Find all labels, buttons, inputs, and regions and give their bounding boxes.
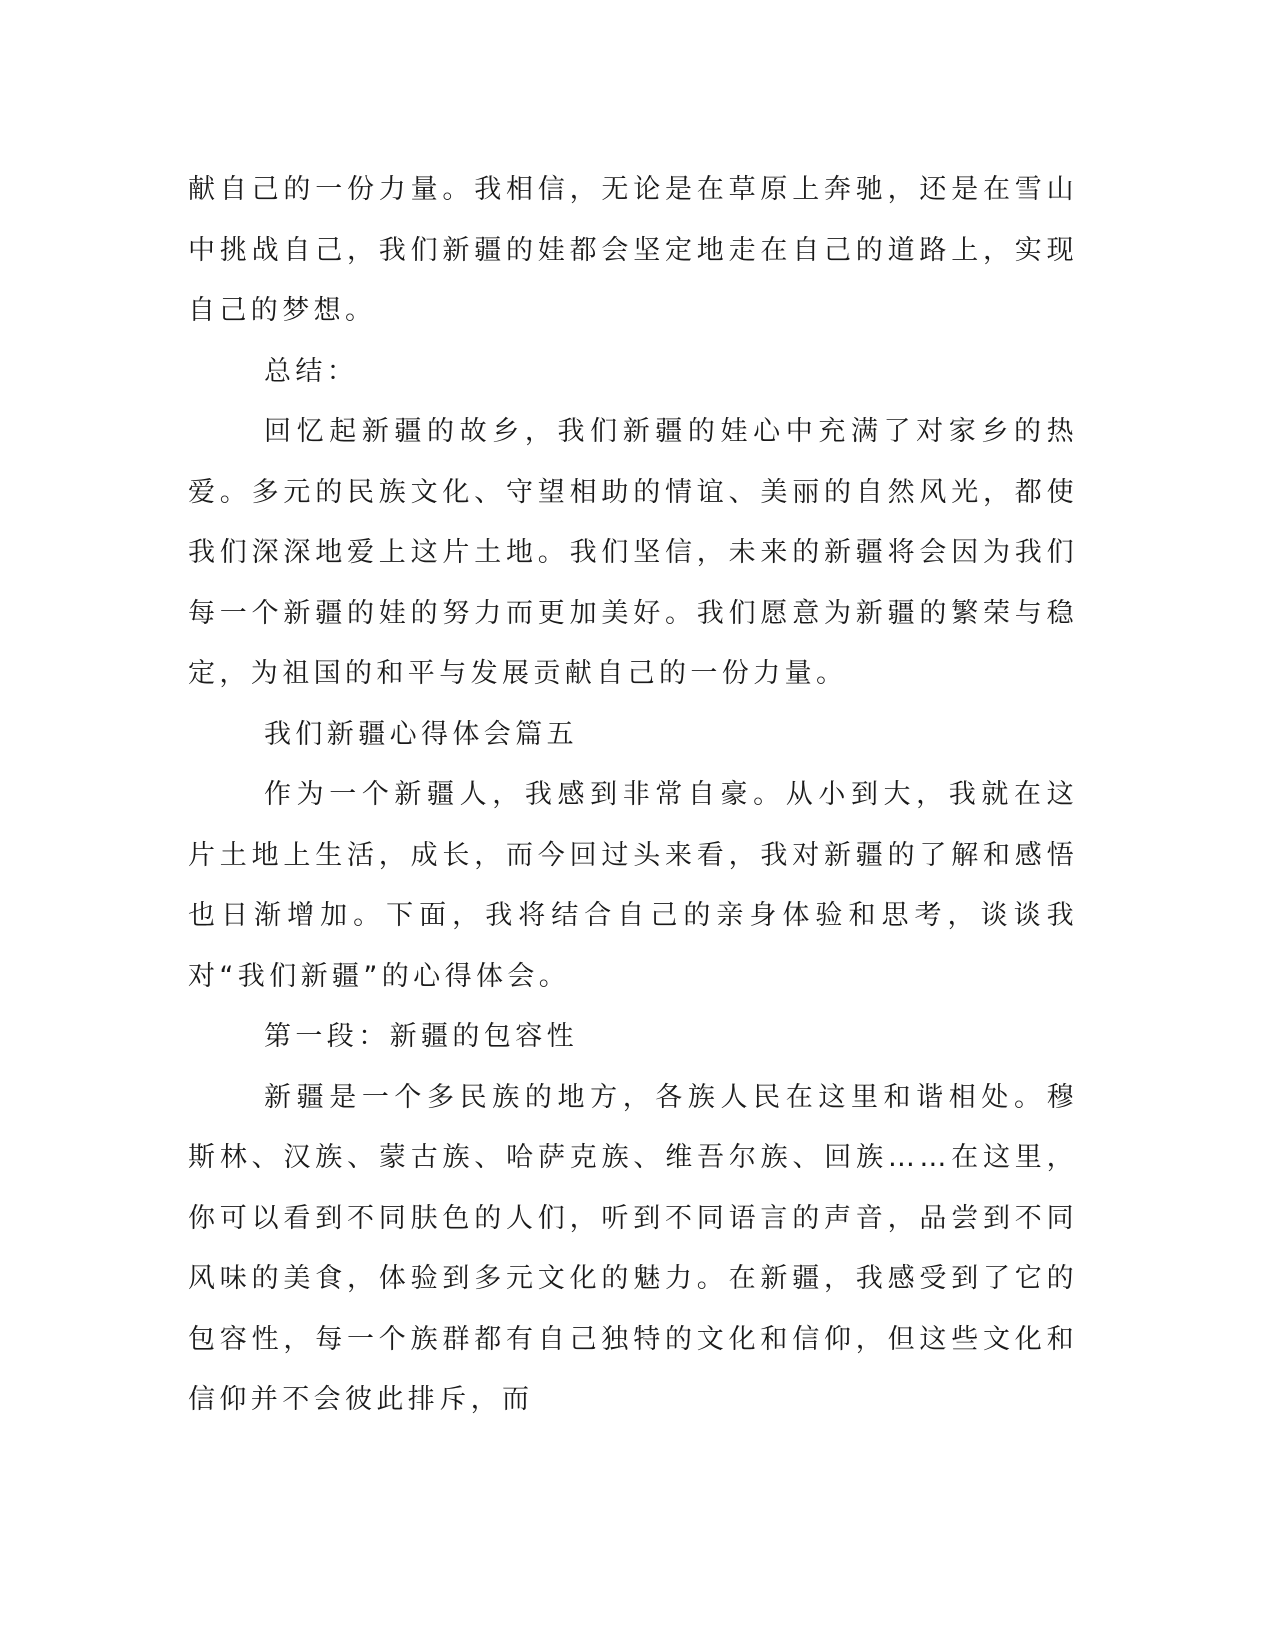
paragraph-continuation: 献自己的一份力量。我相信，无论是在草原上奔驰，还是在雪山中挑战自己，我们新疆的娃都会坚定地走在自己的道路上，实现自己的梦想。	[188, 174, 1078, 326]
body-text	[188, 160, 1078, 1431]
section-title: 我们新疆心得体会篇五	[264, 718, 578, 750]
section-heading-part-one: 第一段：新疆的包容性	[264, 1021, 578, 1052]
paragraph-intro: 作为一个新疆人，我感到非常自豪。从小到大，我就在这片土地上生活，成长，而今回过头来看，我对新疆的了解和感悟也日渐增加。下面，我将结合自己的亲身体验和思考，谈谈我对“我们新疆”的心得体会。	[188, 779, 1078, 992]
paragraph-inclusiveness: 新疆是一个多民族的地方，各族人民在这里和谐相处。穆斯林、汉族、蒙古族、哈萨克族、维吾尔族、回族……在这里，你可以看到不同肤色的人们，听到不同语言的声音，品尝到不同风味的美食，体验到多元文化的魅力。在新疆，我感受到了它的包容性，每一个族群都有自己独特的文化和信仰，但这些文化和信仰并不会彼此排斥，而	[188, 1081, 1078, 1415]
paragraph-summary-heading: 总结：	[264, 355, 359, 387]
paragraph-summary: 回忆起新疆的故乡，我们新疆的娃心中充满了对家乡的热爱。多元的民族文化、守望相助的情谊、美丽的自然风光，都使我们深深地爱上这片土地。我们坚信，未来的新疆将会因为我们每一个新疆的娃的努力而更加美好。我们愿意为新疆的繁荣与稳定，为祖国的和平与发展贡献自己的一份力量。	[188, 416, 1078, 689]
